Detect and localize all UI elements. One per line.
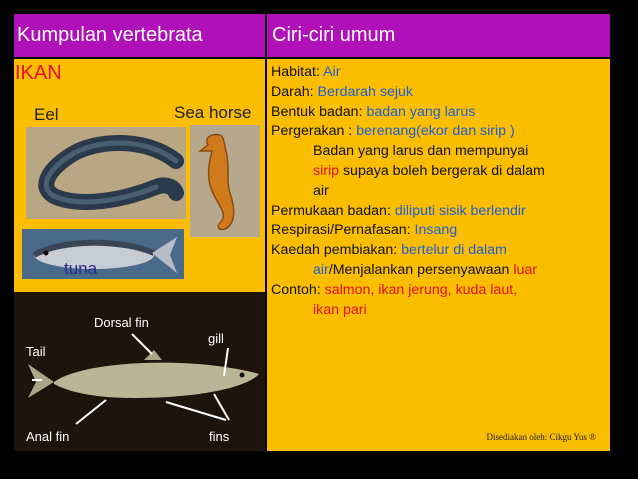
trait-body-shape: Bentuk badan: badan yang larus	[271, 103, 476, 120]
dorsal-fin-label: Dorsal fin	[94, 315, 149, 330]
traits-list	[267, 63, 610, 320]
tuna-photo	[22, 229, 184, 279]
header-general-traits: Ciri-ciri umum	[267, 14, 610, 57]
anal-fin-label: Anal fin	[26, 429, 70, 444]
right-cell	[267, 59, 610, 451]
trait-reproduction-detail: air/Menjalankan persenyawaan luar	[313, 261, 538, 278]
seahorse-photo	[190, 125, 260, 237]
tuna-label: tuna	[64, 259, 98, 278]
seahorse-label: Sea horse	[174, 103, 252, 122]
fins-label: fins	[209, 429, 230, 444]
eel-label: Eel	[34, 105, 59, 124]
trait-blood: Darah: Berdarah sejuk	[271, 83, 413, 100]
trait-examples-detail: ikan pari	[313, 301, 367, 318]
header-vertebrate-group: Kumpulan vertebrata	[14, 14, 265, 57]
trait-movement: Pergerakan : berenang(ekor dan sirip )	[271, 123, 515, 140]
trait-respiration: Respirasi/Pernafasan: Insang	[271, 222, 458, 239]
eel-photo	[26, 127, 186, 219]
trait-body-surface: Permukaan badan: diliputi sisik berlendir	[271, 202, 526, 219]
credit-text: Disediakan oleh: Cikgu Yus ®	[486, 432, 596, 442]
tail-label: Tail	[26, 344, 46, 359]
gill-label: gill	[208, 331, 224, 346]
trait-movement-detail-3: air	[313, 182, 329, 199]
classification-table	[14, 14, 610, 451]
fish-anatomy-diagram	[14, 292, 265, 451]
trait-movement-detail-1: Badan yang larus dan mempunyai	[313, 143, 529, 160]
trait-habitat: Habitat: Air	[271, 64, 341, 80]
trait-examples: Contoh: salmon, ikan jerung, kuda laut,	[271, 281, 518, 298]
trait-movement-detail-2: sirip supaya boleh bergerak di dalam	[313, 162, 545, 179]
left-cell	[14, 59, 265, 451]
group-title: IKAN	[15, 62, 62, 84]
trait-reproduction: Kaedah pembiakan: bertelur di dalam	[271, 242, 507, 259]
